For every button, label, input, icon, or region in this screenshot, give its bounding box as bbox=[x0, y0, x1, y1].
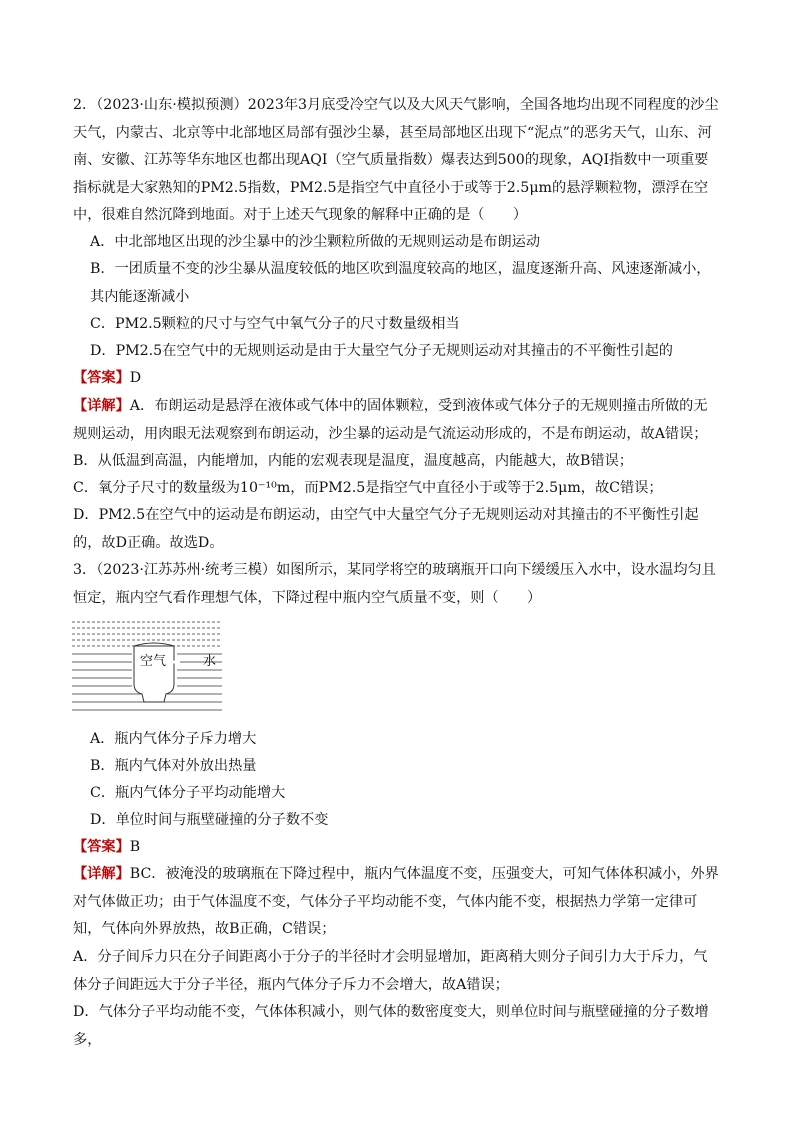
q3-explain-label: 【详解】 bbox=[73, 866, 130, 882]
q2-explain-b: B．从低温到高温，内能增加，内能的宏观表现是温度，温度越高，内能越大，故B错误； bbox=[73, 453, 633, 469]
q3-explain-a: A．分子间斥力只在分子间距离小于分子的半径时才会明显增加，距离稍大则分子间引力大于斥力，气体分子间距远大于分子半径，瓶内气体分子斥力不会增大，故A错误； bbox=[73, 949, 708, 993]
q2-explain-c: C．氧分子尺寸的数量级为10⁻¹⁰m，而PM2.5是指空气中直径小于或等于2.5μm，故C错误； bbox=[73, 480, 663, 496]
glass-bottle bbox=[134, 643, 174, 702]
q3-option-a: A．瓶内气体分子斥力增大 bbox=[90, 731, 257, 747]
q2-explain-label: 【详解】 bbox=[73, 398, 130, 414]
q2-answer-label: 【答案】 bbox=[73, 370, 130, 386]
q3-answer-label: 【答案】 bbox=[73, 839, 130, 855]
q3-explain-d: D．气体分子平均动能不变，气体体积减小，则气体的数密度变大，则单位时间与瓶壁碰撞的分子数增多， bbox=[73, 1004, 709, 1048]
q2-stem: 2．（2023·山东·模拟预测）2023年3月底受冷空气以及大风天气影响，全国各地均出现不同程度的沙尘天气，内蒙古、北京等中北部地区局部有强沙尘暴，甚至局部地区出现下“泥点”的恶劣天气，山东、河南、安徽、江苏等华东地区也都出现AQI（空气质量指数）爆表达到500的现象，AQI指数中一项重要指标就是大家熟知的PM2.5指数，PM2.5是指空气中直径小于或等于2.5μm的悬浮颗粒物，漂浮在空中，很难自然沉降到地面。对于上述天气现象的解释中正确的是（ ） bbox=[73, 97, 719, 223]
q3-option-d: D．单位时间与瓶壁碰撞的分子数不变 bbox=[90, 812, 329, 828]
q3-answer bbox=[73, 834, 721, 862]
q2-explain-d: D．PM2.5在空气中的运动是布朗运动，由空气中大量空气分子无规则运动对其撞击的不平衡性引起的，故D正确。故选D。 bbox=[73, 507, 699, 551]
q2-explain-a-text: A．布朗运动是悬浮在液体或气体中的固体颗粒，受到液体或气体分子的无规则撞击所做的无规则运动，用肉眼无法观察到布朗运动，沙尘暴的运动是气流运动形成的，不是布朗运动，故A错误； bbox=[73, 398, 708, 442]
q3-explain-bc bbox=[73, 861, 721, 944]
q2-explain-a bbox=[73, 393, 721, 448]
q3-stem: 3．（2023·江苏苏州·统考三模）如图所示，某同学将空的玻璃瓶开口向下缓缓压入水中，设水温均匀且恒定，瓶内空气看作理想气体，下降过程中瓶内空气质量不变，则（ ） bbox=[73, 562, 716, 606]
q3-explain-bc-text: BC．被淹没的玻璃瓶在下降过程中，瓶内气体温度不变，压强变大，可知气体体积减小，外界对气体做正功；由于气体温度不变，气体分子平均动能不变，气体内能不变，根据热力学第一定律可知，气体向外界放热，故B正确，C错误； bbox=[73, 866, 719, 937]
water-label: 水 bbox=[203, 654, 217, 669]
air-label: 空气 bbox=[140, 654, 167, 669]
q3-answer-value: B bbox=[129, 839, 141, 855]
q3-option-c: C．瓶内气体分子平均动能增大 bbox=[90, 785, 286, 801]
q2-answer bbox=[73, 365, 721, 393]
q2-option-a: A．中北部地区出现的沙尘暴中的沙尘颗粒所做的无规则运动是布朗运动 bbox=[90, 234, 541, 250]
q3-option-b: B．瓶内气体对外放出热量 bbox=[90, 758, 257, 774]
bottle-in-water-figure bbox=[72, 618, 232, 718]
q2-answer-value: D bbox=[129, 370, 142, 386]
q2-option-c: C．PM2.5颗粒的尺寸与空气中氧气分子的尺寸数量级相当 bbox=[90, 316, 460, 332]
q2-option-b: B．一团质量不变的沙尘暴从温度较低的地区吹到温度较高的地区，温度逐渐升高、风速逐渐减小，其内能逐渐减小 bbox=[90, 261, 711, 305]
q2-option-d: D．PM2.5在空气中的无规则运动是由于大量空气分子无规则运动对其撞击的不平衡性引起的 bbox=[90, 343, 673, 359]
